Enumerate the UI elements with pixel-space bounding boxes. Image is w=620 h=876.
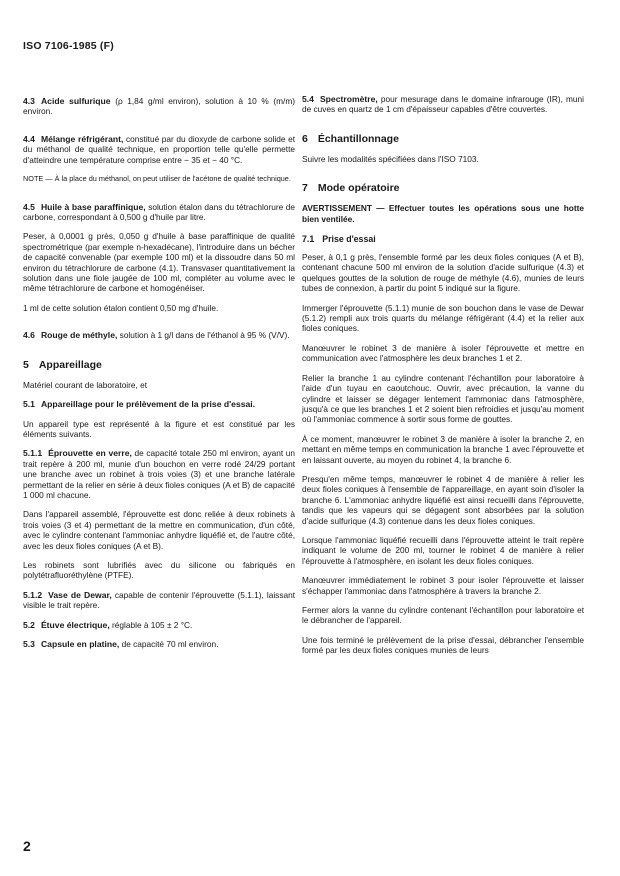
paragraph-7-1-g: Lorsque l'ammoniac liquéfié recueilli dans l'éprouvette atteint le trait repère indiquant le volume de 200 ml, tourner le robinet 4 de manière à relier l'éprouvette à l'atmosphère, en isolant les deux fioles coniques. [302, 534, 584, 566]
document-id-header: ISO 7106-1985 (F) [23, 40, 114, 52]
clause-5-1 [23, 399, 295, 409]
paragraph-4-5-b: 1 ml de cette solution étalon contient 0,50 mg d'huile. [23, 302, 219, 313]
paragraph-5-1: Un appareil type est représenté à la figure et est constitué par les éléments suivants. [23, 418, 295, 439]
clause-title: Vase de Dewar, [48, 589, 112, 600]
clause-5-2 [23, 620, 295, 630]
clause-title: Étuve électrique, [40, 619, 110, 630]
clause-number: 7.1 [302, 234, 315, 245]
clause-number: 5.1.2 [23, 589, 43, 600]
clause-text: de capacité 70 ml environ. [121, 639, 219, 649]
clause-title: Capsule en platine, [40, 639, 120, 649]
clause-5-1-1 [23, 448, 295, 500]
paragraph-7-1-c: Manœuvrer le robinet 3 de manière à isoler l'éprouvette et mettre en communication avec l'atmosphère les deux branches 1 et 2. [302, 342, 584, 364]
section-title: Mode opératoire [317, 182, 400, 195]
clause-title: Mélange réfrigérant, [40, 133, 124, 144]
clause-title: Éprouvette en verre, [48, 448, 132, 459]
clause-title: Acide sulfurique [40, 96, 111, 106]
clause-number: 5.1.1 [23, 448, 43, 459]
section-title: Appareillage [38, 358, 102, 371]
note-4-4: NOTE — À la place du méthanol, on peut utiliser de l'acétone de qualité technique. [23, 174, 291, 184]
clause-number: 4.4 [23, 133, 35, 144]
clause-title: Rouge de méthyle, [40, 330, 118, 341]
section-7-heading [302, 182, 584, 194]
clause-number: 4.5 [23, 201, 35, 212]
clause-title: Prise d'essai [322, 234, 376, 245]
paragraph-7-1-i: Fermer alors la vanne du cylindre contenant l'échantillon pour laboratoire et le débrancher de l'appareil. [302, 605, 584, 626]
section-number: 7 [302, 182, 308, 195]
clause-5-3 [23, 639, 295, 649]
clause-title: Huile à base paraffinique, [40, 201, 146, 212]
clause-title: Appareillage pour le prélèvement de la prise d'essai. [40, 399, 256, 410]
clause-text: solution étalon dans du tétrachlorure de carbone, correspondant à 0,500 g d'huile par litre. [23, 201, 295, 223]
clause-text: de capacité totale 250 ml environ, ayant un trait repère à 200 ml, munie d'un bouchon en verre rodé 24/29 portant une branche avec un robinet à trois voies (3) et une branche latérale permettant de la relier en série à deux fioles coniques (A et B) de capacité 1 000 ml chacune. [23, 448, 295, 500]
paragraph-7-1-e: À ce moment, manœuvrer le robinet 3 de manière à isoler la branche 2, en mettant en même temps en communication la branche 1 avec l'éprouvette et en laissant ouverte, au moyen du robinet 4, la branche 6. [302, 433, 584, 465]
paragraph-5-1-1-b: Dans l'appareil assemblé, l'éprouvette est donc reliée à deux robinets à trois voies (3 et 4) permettant de la mettre en communication, d'un côté, avec le cylindre contenant l'ammoniac anhydre liquéfié et, de l'autre côté, avec les deux fioles coniques (A et B). [23, 509, 295, 551]
warning-text: AVERTISSEMENT — Effectuer toutes les opérations sous une hotte bien ventilée. [302, 203, 584, 224]
clause-text: constitué par du dioxyde de carbone solide et du méthanol de qualité technique, en proportion telle qu'elle permette d'atteindre une température comprise entre − 35 et − 40 °C. [23, 133, 296, 165]
paragraph-5: Matériel courant de laboratoire, et [23, 379, 148, 390]
clause-number: 4.3 [23, 96, 35, 106]
left-column [23, 96, 295, 658]
clause-title: Spectromètre, [319, 94, 378, 104]
paragraph-7-1-j: Une fois terminé le prélèvement de la prise d'essai, débrancher l'ensemble formé par les deux fioles coniques munies de leurs [302, 634, 584, 656]
clause-number: 5.4 [302, 94, 314, 104]
clause-7-1-heading [302, 234, 584, 244]
clause-4-6 [23, 330, 295, 340]
paragraph-7-1-a: Peser, à 0,1 g près, l'ensemble formé par les deux fioles coniques (A et B), contenant chacune 500 ml environ de la solution d'acide sulfurique (4.3) et quelques gouttes de la solution de rouge de méthyle (4.6), munies de leurs tubes de connexion, à partir du point 5 indiqué sur la figure. [302, 252, 584, 294]
section-title: Échantillonnage [317, 132, 399, 145]
clause-text: solution à 1 g/l dans de l'éthanol à 95 % (V/V). [119, 330, 290, 341]
paragraph-4-5-a: Peser, à 0,0001 g près, 0,050 g d'huile à base paraffinique de qualité spectrométrique (par exemple n-hexadécane), l'introduire dans un bécher de capacité convenable (par exemple 100 ml) et la dissoudre dans 50 ml environ du tétrachlorure de carbone (4.1). Transvaser quantitativement la solution dans une fiole jaugée de 100 ml, compléter au volume avec le même tétrachlorure de carbone et homogénéiser. [23, 231, 295, 294]
section-6-heading [302, 133, 584, 145]
clause-4-3 [23, 96, 295, 117]
clause-text: réglable à 105 ± 2 °C. [112, 619, 193, 630]
section-5-heading [23, 359, 295, 371]
paragraph-7-1-d: Relier la branche 1 au cylindre contenant l'échantillon pour laboratoire à l'aide d'un tuyau en caoutchouc. Ouvrir, avec précaution, la vanne du cylindre et laisser se dégager lentement l'ammoniac dans l'atmosphère, jusqu'à ce que les branches 1 et 2 soient bien refroidies et jusqu'au moment où l'ammoniac commence à sortir sous forme de gouttes. [302, 372, 584, 425]
clause-number: 5.3 [23, 639, 35, 649]
clause-number: 5.1 [23, 399, 35, 410]
right-column [302, 94, 584, 665]
paragraph-7-1-h: Manœuvrer immédiatement le robinet 3 pour isoler l'éprouvette et laisser s'échapper l'ammoniac dans l'atmosphère à travers la branche 2. [302, 575, 584, 596]
clause-number: 5.2 [23, 619, 35, 630]
paragraph-5-1-1-c: Les robinets sont lubrifiés avec du silicone ou fabriqués en polytétrafluoréthylène (PTFE). [23, 559, 295, 581]
clause-text: (ρ 1,84 g/ml environ), solution à 10 % (m/m) environ. [23, 96, 296, 117]
clause-text: capable de contenir l'éprouvette (5.1.1), laissant visible le trait repère. [23, 589, 296, 611]
clause-5-4 [302, 94, 584, 115]
clause-text: pour mesurage dans le domaine infrarouge (IR), muni de cuves en quartz de 1 cm d'épaisseur capables d'être couvertes. [302, 94, 584, 115]
clause-4-4 [23, 134, 295, 165]
paragraph-6: Suivre les modalités spécifiées dans l'ISO 7103. [302, 153, 479, 164]
clause-number: 4.6 [23, 330, 35, 341]
paragraph-7-1-b: Immerger l'éprouvette (5.1.1) munie de son bouchon dans le vase de Dewar (5.1.2) rempli aux trois quarts du mélange réfrigérant (4.4) et la relier aux fioles coniques. [302, 302, 584, 334]
page-number: 2 [23, 838, 31, 854]
section-number: 5 [23, 358, 29, 371]
clause-5-1-2 [23, 590, 295, 611]
clause-4-5 [23, 202, 295, 223]
paragraph-7-1-f: Presqu'en même temps, manœuvrer le robinet 4 de manière à relier les deux fioles coniques à l'ensemble de l'appareillage, en ayant soin d'isoler la branche 6. L'ammoniac anhydre liquéfié est ainsi recueilli dans l'éprouvette, tandis que les vapeurs qui se dégagent sont absorbées par la solution d'acide sulfurique (4.3) contenue dans les deux fioles coniques. [302, 473, 584, 526]
section-number: 6 [302, 132, 308, 145]
